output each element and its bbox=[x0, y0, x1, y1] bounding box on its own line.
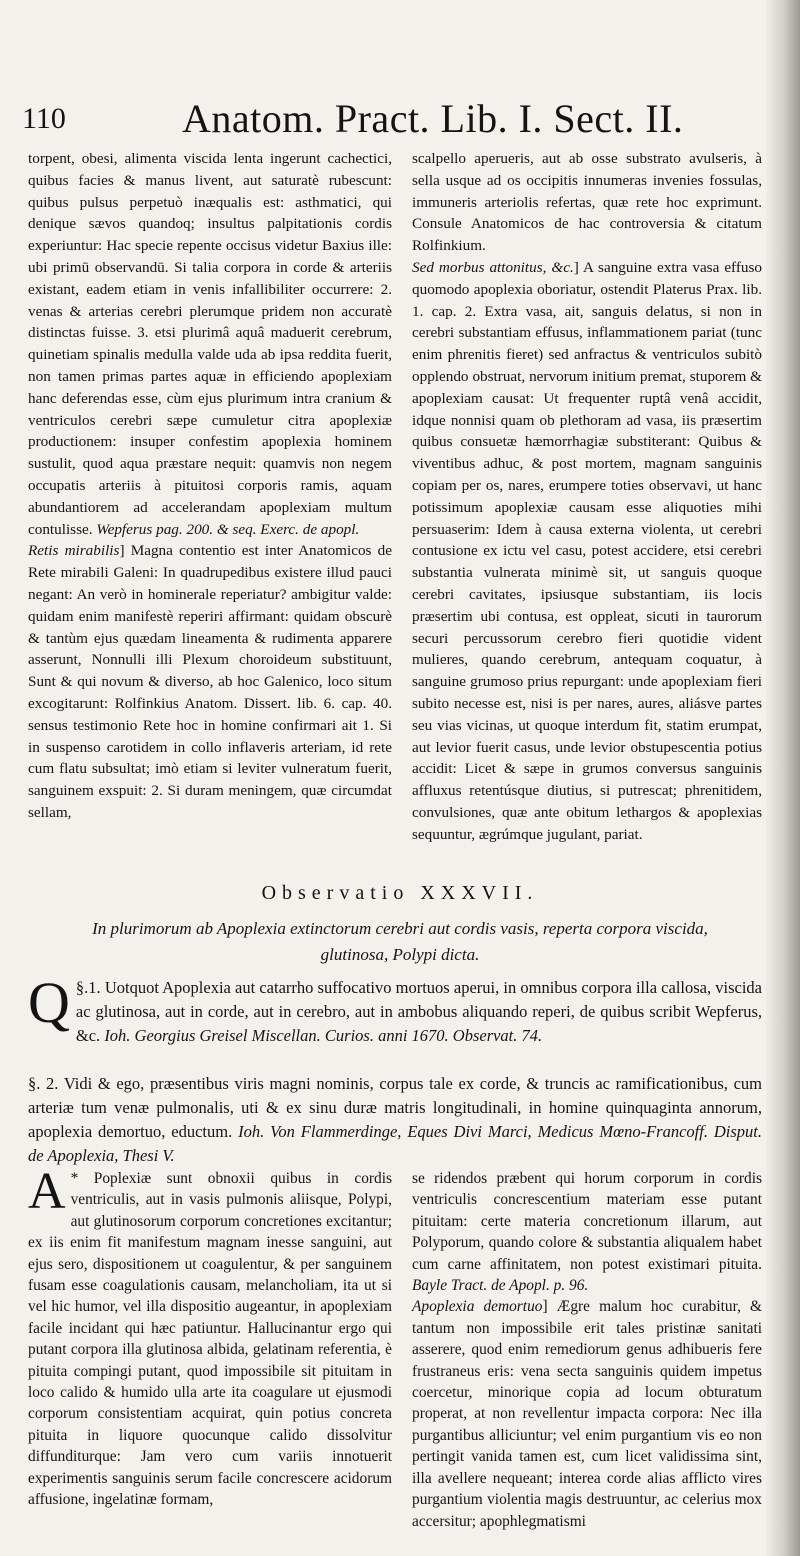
right-paragraph-2-text: ] A sanguine extra vasa effuso quomodo apoplexia oboriatur, ostendit Platerus Prax. lib. 1. cap. 2. Extra vasa, ait, sanguis delatus, si non in cerebri substantiam effusus, inflammationem pariat (tunc enim phrenitis fieret) sed anfractus & ventriculos subitò opplendo obstruat, nervorum initium premat, stuporem & apoplexiam causat: Ut frequenter ruptâ venâ accidit, idque nonnisi quam ob plethoram ad vasa, iis præsertim quibus consuetæ hæmorrhagiæ substiterant: Quibus & viventibus adhuc, & post mortem, magnam sanguinis copiam per os, nares, erumpere toties observavi, ut hanc potissimum apoplexiæ causam esse aliquoties mihi persuaserim: Idem à causa externa violenta, ut cerebri contusione ex ictu vel casu, potest accidere, etsi cerebri substantia vulnerata minimè sit, ut sanguis quoque cerebri cavitates, ipsiusque substantiam, iis locis præsertim ubi contusa, est oppleat, sicuti in taurorum securi percussorum cerebro fieri quotidie vident mulieres, quando cerebrum, antequam coquatur, à sanguine grumoso prius repurgant: unde apoplexiam fieri subito necesse est, nisi is per nares, aures, aliásve partes seu vias vicinas, ut quoque interdum fit, statim erumpat, aut levior fuerit casus, unde levior obstupescentia potius accidit: Licet & sæpe in grumos conversus sanguinis affluxus retentúsque diutius, si putrescat; phrenitidem, convulsiones, quæ ante obitum lethargos & apoplexias sequuntur, ægrúmque jugulant, pariat. bbox=[412, 258, 762, 843]
section-2-citation: Ioh. Von Flammerdinge, Eques Divi Marci, Medicus Mœno-Francoff. Disput. de Apoplexia, Thesi V. bbox=[28, 1122, 762, 1165]
scholion-right-lemma: Apoplexia demortuo bbox=[412, 1298, 543, 1316]
left-column bbox=[28, 148, 392, 824]
section-1-text: Uotquot Apoplexia aut catarrho suffocativo mortuos aperui, in omnibus corpora illa callosa, viscida ac glutinosa, aut in corde, aut in cerebro, aut in ambobus aliquando reperi, de quibus scribit Wepferus, &c. bbox=[75, 978, 763, 1045]
section-2-mark: §. 2. bbox=[28, 1074, 59, 1093]
left-paragraph-2 bbox=[28, 540, 392, 823]
section-2 bbox=[28, 1072, 762, 1168]
right-paragraph-2 bbox=[412, 257, 762, 846]
section-1-dropcap: Q bbox=[28, 970, 70, 1035]
right-paragraph-1 bbox=[412, 148, 762, 257]
left-paragraph-1-citation: Wepferus pag. 200. & seq. Exerc. de apopl. bbox=[96, 520, 360, 538]
section-1-citation: Ioh. Georgius Greisel Miscellan. Curios. anni 1670. Observat. 74. bbox=[104, 1026, 543, 1045]
observation-subtitle: In plurimorum ab Apoplexia extinctorum cerebri aut cordis vasis, reperta corpora viscida, glutinosa, Polypi dicta. bbox=[92, 919, 708, 964]
right-paragraph-2-lemma: Sed morbus attonitus, &c. bbox=[412, 258, 574, 276]
right-column bbox=[412, 148, 762, 846]
scholion-right-paragraph-2 bbox=[412, 1296, 762, 1531]
scholion-right-paragraph-1 bbox=[412, 1168, 762, 1296]
section-2-text: Vidi & ego, præsentibus viris magni nominis, corpus tale ex corde, & truncis ac ramificationibus, cum arteriæ tum venæ pulmonalis, uti & ex sinu duræ matris longitudinali, in homine quinquaginta annorum, apoplexia demortuo, eductum. bbox=[28, 1074, 763, 1141]
section-1 bbox=[28, 970, 763, 1048]
scholion-asterisk: * bbox=[70, 1170, 79, 1187]
section-1-mark: §.1. bbox=[75, 978, 101, 997]
scholion-left-column bbox=[28, 1163, 392, 1511]
left-paragraph-1 bbox=[28, 148, 392, 540]
scholion-left-paragraph bbox=[28, 1163, 392, 1511]
running-title: Anatom. Pract. Lib. I. Sect. II. bbox=[182, 96, 684, 141]
page-header bbox=[22, 96, 762, 142]
scholion-right-column bbox=[412, 1168, 762, 1532]
right-paragraph-1-text: scalpello aperueris, aut ab osse substrato avulseris, à sella usque ad os occipitis innumeras invenies fossulas, immuneris arteriolis refertas, quæ rete hoc exprimunt. Consule Anatomicos de hac controversia & citatum Rolfinkium. bbox=[412, 150, 762, 255]
page-number: 110 bbox=[22, 102, 66, 135]
scholion-dropcap: A bbox=[28, 1163, 66, 1220]
scholion-right-text: se ridendos præbent qui horum corporum in cordis ventriculis concrescentium materiam esse putant pituitam: certe materia concretionum illarum, aut Polyporum, quando colore & substantia aliqualem habet cum carne affinitatem, non potest existimari pituita. bbox=[412, 1170, 762, 1273]
page-spine-shadow bbox=[766, 0, 800, 1556]
left-paragraph-2-text: ] Magna contentio est inter Anatomicos de Rete mirabili Galeni: In quadrupedibus existere illud pauci negant: An verò in hominerale reperiatur? ambigitur valde: quidam enim manifestè reperiri affirmant: quidam obscurè & tantùm ejus quædam lineamenta & rudimenta apparere asserunt, Nonnulli illi Plexum choroideum substituunt, Sunt & qui novum & diverso, ab hoc Galenico, loco situm excogitarunt: Rolfinkius Anatom. Dissert. lib. 6. cap. 40. sensus testimonio Rete hoc in homine confirmari ait 1. Si in suspenso carotidem in collo inflaveris arteriam, id rete cum flatu subsultat; imò etiam si leviter vulneratum fuerit, sanguinem exspuit: 2. Si duram meningem, quæ circumdat sellam, bbox=[28, 542, 392, 821]
left-paragraph-2-lemma: Retis mirabilis bbox=[28, 542, 120, 560]
observation-heading: Observatio XXXVII. bbox=[261, 882, 539, 904]
scholion-right-citation: Bayle Tract. de Apopl. p. 96. bbox=[412, 1277, 589, 1295]
scholion-right-text-2: ] Ægre malum hoc curabitur, & tantum non impossibile erit tales pristinæ sanitati asserere, quod enim remediorum genus adhibueris fere frustraneus eris: vena secta sanguinis quidem impetus coercetur, minorique copia ad locum obturatum properat, at non revellentur impacta corpora: Nec illa purgantibus alliciuntur; vel enim purgantium vis eo non pertingit vanida tamen est, cum licet validissima sint, illa avellere nequeant; interea corde alias afflicto vires purgantium violentia magis destruuntur, ac celerius mox accersitur; apophlegmatismi bbox=[412, 1298, 762, 1530]
left-paragraph-1-text: torpent, obesi, alimenta viscida lenta ingerunt cachectici, quibus facies & manus livent, aut saturatè rubescunt: quibus pulsus perpetuò inæqualis est: asthmatici, qui denique sævos quandoq; insultus palpitationis cordis experiuntur: Hac specie repente occisus videtur Baxius ille: ubi primū observandū. Si talia corpora in corde & arteriis existant, eadem etiam in venis infallibiliter occurrere: 2. venas & arterias cerebri plerumque pridem non accuratè distinctas fuisse. 3. etsi plurimâ aquâ maduerit cerebrum, quinetiam spinalis medulla valde uda ab ipsa reddita fuerit, non tamen primas partes aquæ in efficiendo apoplexiam hanc deferendas esse, cùm ejus plurimum intra cranium & ventriculos cerebri sæpe cumuletur citra apoplexiæ productionem: insuper confestim apoplexia hominem sustulit, quod aqua præstare nequit: quamvis non negem occupatis arteriis à pituitosi corporis ramis, aquam abundantiorem ad accelerandam apoplexiam multum contulisse. bbox=[28, 150, 392, 538]
scholion-left-text: Poplexiæ sunt obnoxii quibus in cordis ventriculis, aut in vasis pulmonis aliisque, Polypi, aut glutinosorum corporum concretiones excitantur; ex iis enim fit manifestum magnam inesse sanguini, aut ejus sero, dispositionem ut coagulentur, & per sanguinem fusam esse coagulationis causam, melancholiam, ita ut si vel hic humor, vel illa dispositio augeantur, in apoplexiam facile incidant qui hæc patiuntur. Hallucinantur ergo qui putant corpora illa glutinosa albida, gelatinam referentia, è pituita compingi putant, quod impossibile sit pituitam in loco calido & humido ulla arte ita coagulare ut ejusmodi corporum consistentiam acquirat, quin potius concreta pituita in liquore quocunque calido dissolvitur diffunditurque: Jam vero cum variis innotuerit experimentis sanguinis serum facile concrescere acidorum affusione, ingelatinæ formam, bbox=[28, 1170, 392, 1509]
